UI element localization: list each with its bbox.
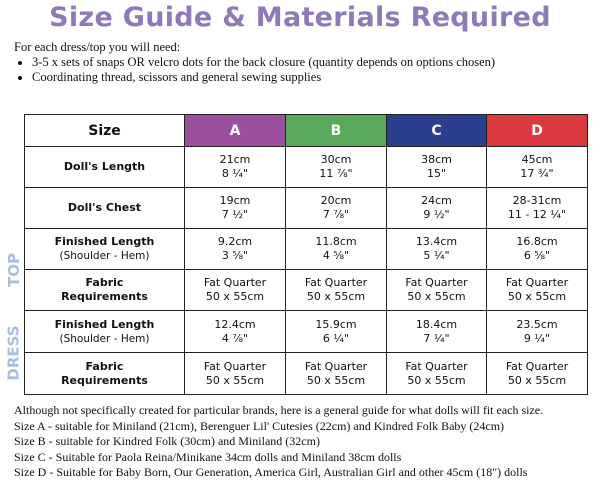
cell-line: 4 ⅞" [221,331,249,345]
side-label-dress [4,311,24,394]
cell-size-a [185,229,286,270]
header-size-a: A [185,115,286,147]
cell-line: 12.4cm [214,317,256,331]
cell-size-d [487,147,588,188]
cell-size-c [387,229,487,270]
cell-line: Fat Quarter [405,276,468,289]
cell-line: 7 ¼" [423,331,450,345]
cell-size-b [286,147,387,188]
cell-line: 28-31cm [512,194,562,207]
note-line: Size C - Suitable for Paola Reina/Minikane 34cm dolls and Miniland 38cm dolls [14,449,402,464]
cell-size-a [185,311,286,353]
cell-line: Fat Quarter [304,359,368,373]
cell-line: 21cm [219,153,251,166]
cell-line: 23.5cm [516,317,558,331]
row-label [25,229,185,270]
cell-line: 5 ¼" [423,249,450,262]
cell-line: 11 ⅞" [319,167,353,180]
cell-line: 19cm [219,194,251,207]
cell-size-c [387,147,487,188]
cell-size-d [487,353,588,395]
cell-line: Fat Quarter [505,276,569,289]
cell-line: 16.8cm [516,235,558,248]
cell-size-b [286,270,387,311]
cell-size-b [286,229,387,270]
cell-line: 9 ¼" [523,331,551,345]
cell-line: Fat Quarter [405,359,468,373]
cell-line: 38cm [421,153,452,166]
row-label-text: Finished Length [54,235,155,248]
cell-size-c [387,270,487,311]
cell-size-a [185,270,286,311]
table-row [25,188,588,229]
materials-item: • 3-5 x sets of snaps OR velcro dots for the back closure (quantity depends on options chosen) [32,55,495,70]
cell-line: 18.4cm [415,317,458,331]
cell-line: 30cm [320,153,352,166]
cell-line: 11.8cm [315,235,357,248]
cell-line: 6 ⅝" [523,249,551,262]
cell-line: 3 ⅝" [221,249,249,262]
cell-line: 50 x 55cm [306,290,366,303]
header-size-b: B [286,115,387,147]
table-row [25,147,588,188]
row-label [25,353,185,395]
cell-size-a [185,147,286,188]
header-size: Size [25,115,185,147]
cell-line: 50 x 55cm [407,290,466,303]
note-line: Size B - suitable for Kindred Folk (30cm) and Miniland (32cm) [14,434,320,448]
cell-line: 11 - 12 ¼" [507,208,567,221]
cell-line: 8 ¼" [221,167,249,180]
cell-size-c [387,353,487,395]
note-line: Although not specifically created for particular brands, here is a general guide for what dolls will fit each size. [14,403,544,417]
materials-list [14,55,495,85]
side-label-top-text: TOP [5,253,24,287]
cell-line: 50 x 55cm [507,373,567,387]
size-table [24,114,588,395]
cell-line: 17 ¾" [520,167,554,180]
table-row [25,311,588,353]
header-size-d: D [487,115,588,147]
cell-line: 7 ½" [221,208,249,221]
cell-line: 6 ¼" [322,331,350,345]
table-header-row [25,115,588,147]
cell-line: 20cm [320,194,352,207]
cell-size-b [286,353,387,395]
table-row [25,229,588,270]
cell-size-d [487,270,588,311]
cell-line: 9 ½" [423,208,450,221]
notes [14,403,543,481]
row-label-text: Fabric [85,276,124,289]
intro-lead: For each dress/top you will need: [14,40,181,54]
cell-line: 13.4cm [415,235,458,248]
cell-line: Fat Quarter [203,359,267,373]
cell-line: 15" [426,167,447,180]
row-label [25,188,185,229]
cell-size-c [387,311,487,353]
cell-size-d [487,188,588,229]
row-label [25,311,185,353]
cell-size-a [185,188,286,229]
cell-size-d [487,311,588,353]
side-label-top [4,229,24,311]
row-label-text: Doll's Chest [67,201,142,214]
row-label-text: Doll's Length [63,160,146,173]
cell-line: 50 x 55cm [205,290,265,303]
side-label-dress-text: DRESS [5,324,23,381]
cell-line: 50 x 55cm [306,373,366,387]
note-line: Size A - suitable for Miniland (21cm), Berenguer Lil' Cutesies (22cm) and Kindred Folk Baby (24cm) [14,418,505,433]
cell-line: 50 x 55cm [205,373,265,387]
intro [14,40,495,85]
cell-size-d [487,229,588,270]
table-row [25,353,588,395]
cell-size-c [387,188,487,229]
cell-line: Fat Quarter [304,276,368,289]
header-size-c: C [387,115,487,147]
note-line: Size D - Suitable for Baby Born, Our Generation, America Girl, Australian Girl and other 45cm (18") dolls [14,465,528,479]
row-label-text: Finished Length [54,317,155,331]
row-sublabel-text: (Shoulder - Hem) [59,332,150,345]
cell-line: 24cm [421,194,452,207]
row-sublabel-text: Requirements [61,290,148,303]
page-title: Size Guide & Materials Required [49,2,551,33]
cell-size-a [185,353,286,395]
cell-size-b [286,311,387,353]
cell-size-b [286,188,387,229]
cell-line: 7 ⅞" [322,208,350,221]
cell-line: 50 x 55cm [407,373,466,387]
cell-line: Fat Quarter [203,276,267,289]
cell-line: 50 x 55cm [507,290,567,303]
cell-line: 4 ⅝" [322,249,350,262]
row-label-text: Fabric [85,359,124,373]
cell-line: Fat Quarter [505,359,569,373]
cell-line: 15.9cm [315,317,357,331]
table-row [25,270,588,311]
row-label [25,270,185,311]
cell-line: 9.2cm [217,235,253,248]
cell-line: 45cm [521,153,553,166]
row-sublabel-text: (Shoulder - Hem) [59,250,150,262]
row-label [25,147,185,188]
row-sublabel-text: Requirements [61,373,148,387]
materials-item: • Coordinating thread, scissors and general sewing supplies [32,70,495,85]
